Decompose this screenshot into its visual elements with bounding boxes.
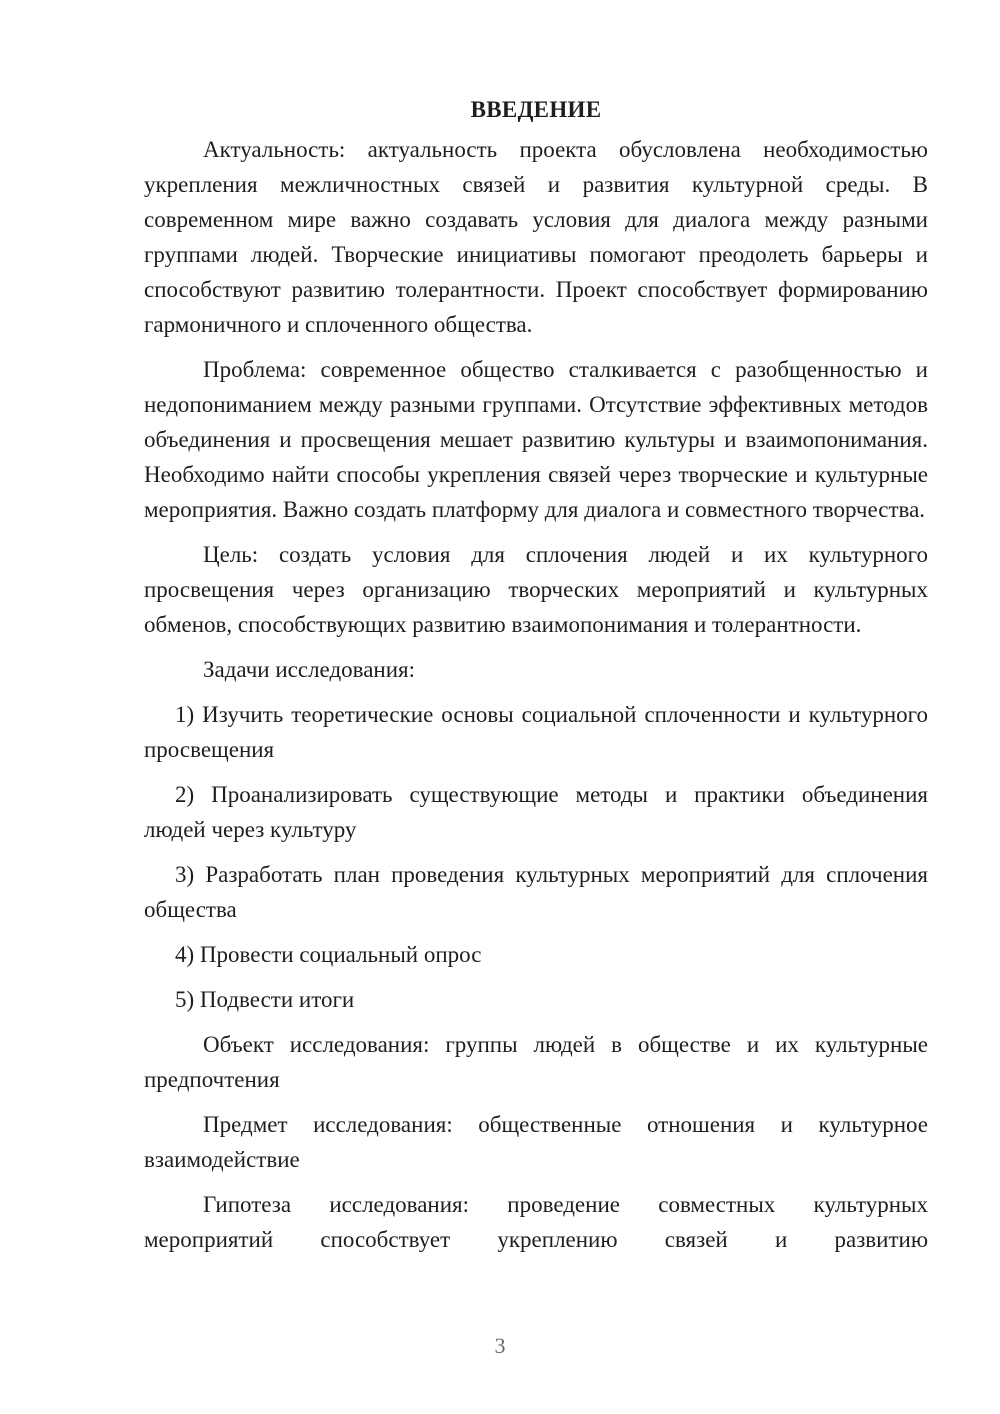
document-page (144, 92, 928, 1267)
task-item-3: 3) Разработать план проведения культурных мероприятий для сплочения общества (144, 862, 928, 922)
tasks-heading: Задачи исследования: (203, 657, 416, 682)
task-item-2: 2) Проанализировать существующие методы и практики объединения людей через культуру (144, 782, 928, 842)
relevance-paragraph: Актуальность: актуальность проекта обусловлена необходимостью укрепления межличностных связей и развития культурной среды. В современном мире важно создавать условия для диалога между разными группами людей. Творческие инициативы помогают преодолеть барьеры и способствуют развитию толерантности. Проект способствует формированию гармоничного и сплоченного общества. (144, 137, 928, 337)
hypothesis-paragraph: Гипотеза исследования: проведение совместных культурных мероприятий способствует укреплению связей и развитию (144, 1192, 928, 1252)
section-heading: ВВЕДЕНИЕ (470, 97, 602, 122)
research-subject-paragraph: Предмет исследования: общественные отношения и культурное взаимодействие (144, 1112, 928, 1172)
task-item-4: 4) Провести социальный опрос (175, 942, 482, 967)
research-object-paragraph: Объект исследования: группы людей в обществе и их культурные предпочтения (144, 1032, 928, 1092)
page-number: 3 (494, 1333, 506, 1358)
problem-paragraph: Проблема: современное общество сталкивается с разобщенностью и недопониманием между разными группами. Отсутствие эффективных методов объединения и просвещения мешает развитию культуры и взаимопонимания. Необходимо найти способы укрепления связей через творческие и культурные мероприятия. Важно создать платформу для диалога и совместного творчества. (144, 357, 928, 522)
task-item-1: 1) Изучить теоретические основы социальной сплоченности и культурного просвещения (144, 702, 928, 762)
task-item-5: 5) Подвести итоги (175, 987, 355, 1012)
goal-paragraph: Цель: создать условия для сплочения людей и их культурного просвещения через организацию творческих мероприятий и культурных обменов, способствующих развитию взаимопонимания и толерантности. (144, 542, 928, 637)
